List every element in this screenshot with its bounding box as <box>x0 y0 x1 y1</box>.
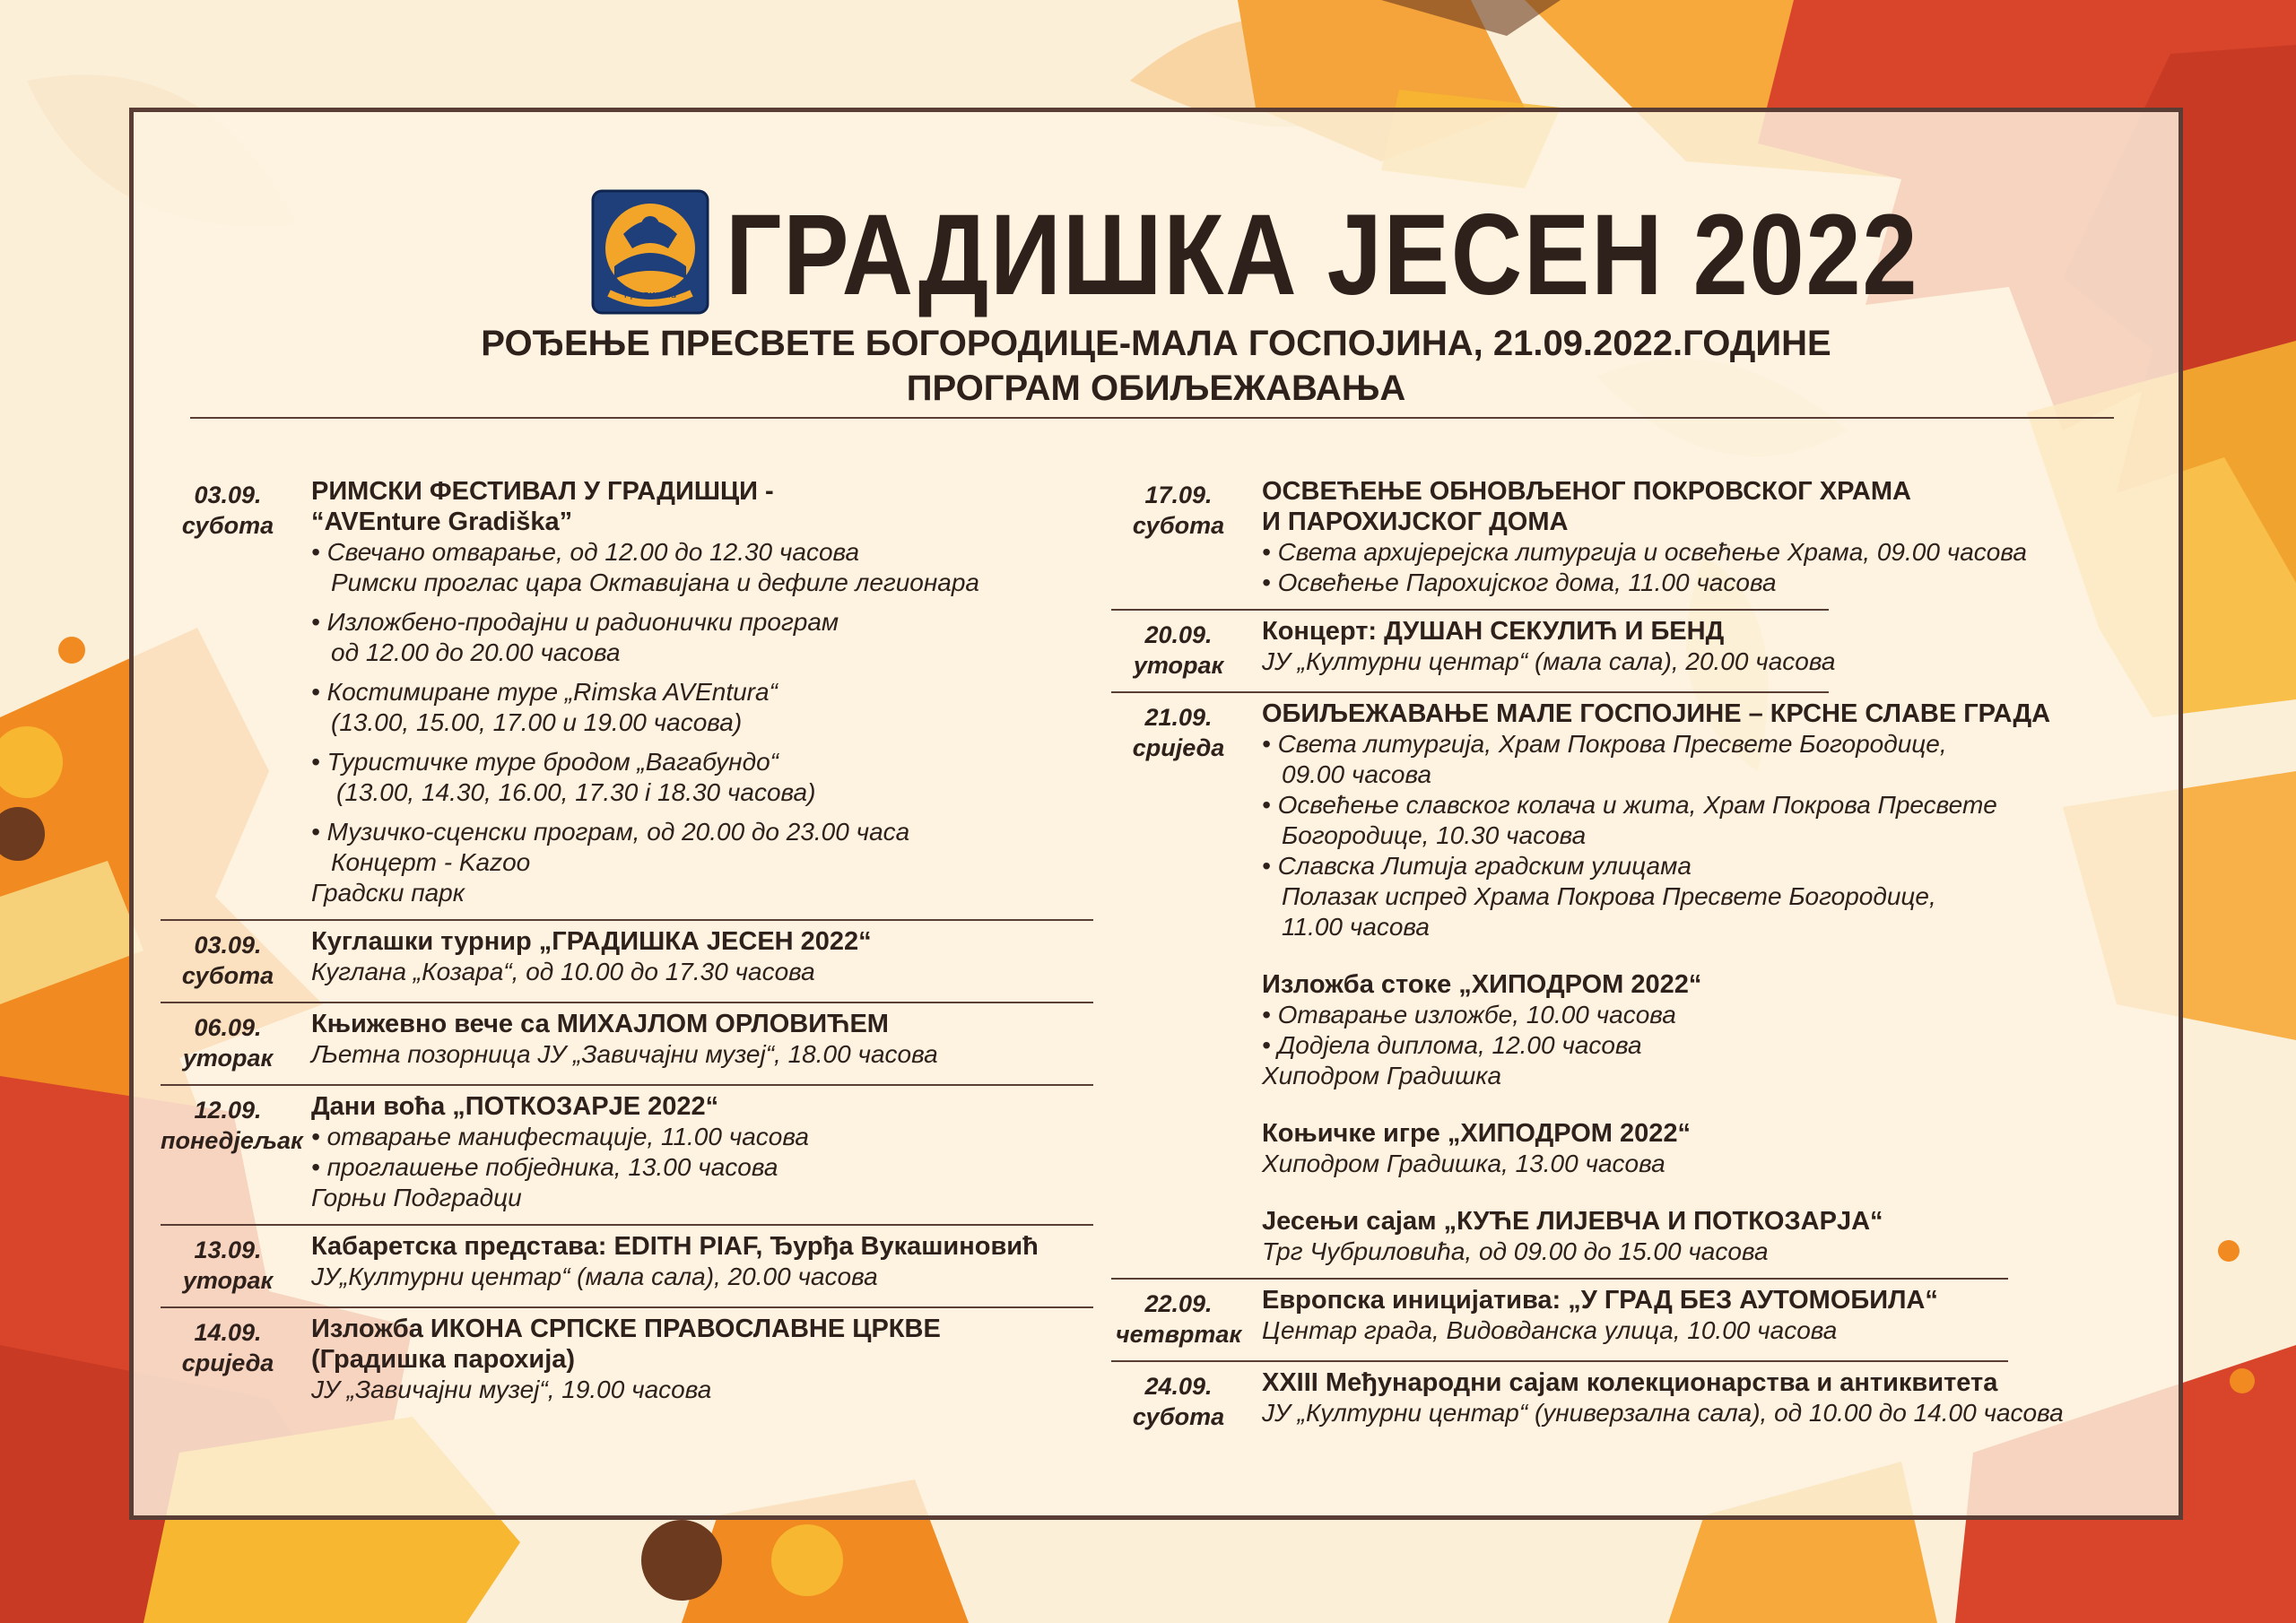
event-body <box>1246 616 1835 681</box>
event-line: ЈУ „Културни центар“ (универзална сала), од 10.00 до 14.00 часова <box>1262 1399 2064 1427</box>
event-cabaret <box>161 1224 1093 1306</box>
day-text: понедјељак <box>161 1127 303 1154</box>
event-date <box>1111 616 1246 681</box>
event-mala-gospojina <box>1111 691 2051 1278</box>
event-line: Хиподром Градишка, 13.00 часова <box>1262 1150 1665 1177</box>
day-text: субота <box>181 512 274 539</box>
date-text: 17.09. <box>1144 482 1213 508</box>
event-line: • Костимиране туре „Rimska AVEntura“ <box>311 678 778 706</box>
event-body <box>1246 476 2143 598</box>
date-text: 24.09. <box>1144 1373 1213 1400</box>
event-bowling <box>161 919 1093 1002</box>
date-text: 12.09. <box>194 1097 262 1124</box>
event-body <box>295 1009 1093 1073</box>
sub-event-autumn-fair <box>1262 1206 2050 1267</box>
header-divider <box>190 417 2114 419</box>
event-roman-festival <box>161 471 1093 919</box>
event-line: (13.00, 15.00, 17.00 и 19.00 часова) <box>331 708 743 736</box>
event-title: Јесењи сајам „КУЋЕ ЛИЈЕВЧА И ПОТКОЗАРЈА“ <box>1262 1207 1883 1236</box>
event-title: Куглашки турнир „ГРАДИШКА ЈЕСЕН 2022“ <box>311 927 872 956</box>
sub-event-livestock <box>1262 969 2050 1091</box>
right-column <box>1111 471 2143 1443</box>
event-location: Хиподром Градишка <box>1262 1062 1502 1089</box>
event-car-free <box>1111 1278 2008 1360</box>
event-line: • Музичко-сценски програм, од 20.00 до 23.00 часа <box>311 818 910 846</box>
page-title: ГРАДИШКА ЈЕСЕН 2022 <box>726 191 1919 319</box>
left-column <box>161 471 1093 1416</box>
event-line: Богородице, 10.30 часова <box>1282 821 1587 849</box>
event-line: • Додјела диплома, 12.00 часова <box>1262 1031 1642 1059</box>
event-line: ЈУ„Културни центар“ (мала сала), 20.00 часова <box>311 1263 878 1290</box>
event-line: ЈУ „Културни центар“ (мала сала), 20.00 часова <box>1262 647 1836 675</box>
event-line: Трг Чубриловића, од 09.00 до 15.00 часова <box>1262 1237 1769 1265</box>
event-body <box>1246 699 2050 1267</box>
event-line: • Туристичке туре бродом „Вагабундо“ <box>311 748 778 776</box>
event-date <box>161 926 295 991</box>
event-title-2: (Градишка парохија) <box>311 1345 576 1374</box>
day-text: субота <box>181 962 274 989</box>
day-text: уторак <box>182 1045 274 1072</box>
event-body <box>295 476 1093 908</box>
event-line: 11.00 часова <box>1282 913 1430 941</box>
event-line: од 12.00 до 20.00 часова <box>331 638 621 666</box>
event-line: Римски проглас цара Октавијана и дефиле легионара <box>331 568 979 596</box>
event-body <box>295 926 1093 991</box>
day-text: уторак <box>1133 652 1224 679</box>
logo-text: Градишка <box>623 289 677 300</box>
day-text: субота <box>1132 512 1225 539</box>
event-date <box>1111 1367 1246 1432</box>
event-line: Центар града, Видовданска улица, 10.00 часова <box>1262 1316 1838 1344</box>
event-date <box>1111 699 1246 1267</box>
event-title: Кабаретска представа: EDITH PIAF, Ђурђа Вукашиновић <box>311 1232 1039 1261</box>
event-title: Изложба ИКОНА СРПСКЕ ПРАВОСЛАВНЕ ЦРКВЕ <box>311 1315 941 1343</box>
event-date <box>161 1231 295 1296</box>
date-text: 03.09. <box>194 932 262 959</box>
event-line: Полазак испред Храма Покрова Пресвете Богородице, <box>1282 882 1936 910</box>
date-text: 22.09. <box>1144 1290 1213 1317</box>
event-title: XXIII Међународни сајам колекционарства и антиквитета <box>1262 1368 1998 1397</box>
event-line: (13.00, 14.30, 16.00, 17.30 i 18.30 часова) <box>336 778 816 806</box>
event-title: Коњичке игре „ХИПОДРОМ 2022“ <box>1262 1119 1691 1148</box>
event-title: ОСВЕЋЕЊЕ ОБНОВЉЕНОГ ПОКРОВСКОГ ХРАМА <box>1262 477 1911 506</box>
event-location: Градски парк <box>311 879 465 907</box>
event-title: Изложба стоке „ХИПОДРОМ 2022“ <box>1262 970 1702 999</box>
date-text: 20.09. <box>1144 621 1213 648</box>
event-line: • Освећење славског колача и жита, Храм Покрова Пресвете <box>1262 791 1997 819</box>
event-date <box>161 1091 303 1213</box>
date-text: 21.09. <box>1144 704 1213 731</box>
event-line: 09.00 часова <box>1282 760 1432 788</box>
event-date <box>1111 476 1246 598</box>
sub-event-horse-games <box>1262 1118 2050 1179</box>
event-body <box>295 1231 1093 1296</box>
event-line: • Свечано отварање, од 12.00 до 12.30 часова <box>311 538 860 566</box>
event-line: • проглашење побједника, 13.00 часова <box>311 1153 778 1181</box>
event-line: Куглана „Козара“, од 10.00 до 17.30 часова <box>311 958 815 985</box>
day-text: уторак <box>182 1267 274 1294</box>
subtitle: РОЂЕЊЕ ПРЕСВЕТЕ БОГОРОДИЦЕ-МАЛА ГОСПОЈИНА, 21.09.2022.ГОДИНЕ <box>481 324 1831 363</box>
event-line: • Света архијерејска литургија и освећење Храма, 09.00 часова <box>1262 538 2027 566</box>
day-text: сриједа <box>181 1350 274 1376</box>
event-line: ЈУ „Завичајни музеј“, 19.00 часова <box>311 1376 712 1403</box>
date-text: 14.09. <box>194 1319 262 1346</box>
event-line: • Изложбено-продајни и радионички програм <box>311 608 839 636</box>
event-date <box>1111 1285 1246 1350</box>
event-icon-exhibition <box>161 1306 1093 1416</box>
day-text: субота <box>1132 1403 1225 1430</box>
date-text: 13.09. <box>194 1237 262 1263</box>
event-collectors-fair <box>1111 1360 2064 1443</box>
event-line: • Славска Литија градским улицама <box>1262 852 1692 880</box>
gradiska-coat-of-arms-logo <box>591 189 709 315</box>
event-body <box>295 1314 1093 1405</box>
event-date <box>161 1009 295 1073</box>
event-title: Концерт: ДУШАН СЕКУЛИЋ И БЕНД <box>1262 617 1725 646</box>
event-line: • отварање манифестације, 11.00 часова <box>311 1123 809 1150</box>
event-title: Европска иницијатива: „У ГРАД БЕЗ АУТОМОБИЛА“ <box>1262 1286 1938 1315</box>
event-body <box>295 1091 1093 1213</box>
day-text: сриједа <box>1132 734 1225 761</box>
event-line: • Отварање изложбе, 10.00 часова <box>1262 1001 1676 1028</box>
date-text: 03.09. <box>194 482 262 508</box>
program-panel <box>129 108 2183 1520</box>
event-literary-evening <box>161 1002 1093 1084</box>
event-body <box>1246 1285 2008 1350</box>
subtitle-program: ПРОГРАМ ОБИЉЕЖАВАЊА <box>906 369 1406 408</box>
event-title: РИМСКИ ФЕСТИВАЛ У ГРАДИШЦИ - <box>311 477 774 506</box>
event-title: Књижевно вече са МИХАЈЛОМ ОРЛОВИЋЕМ <box>311 1010 889 1038</box>
event-title: Дани воћа „ПОТКОЗАРЈЕ 2022“ <box>311 1092 719 1121</box>
event-body <box>1246 1367 2064 1432</box>
event-line: Концерт - Kazoo <box>331 848 531 876</box>
event-line: Љетна позорница ЈУ „Завичајни музеј“, 18.00 часова <box>311 1040 938 1068</box>
event-line: • Света литургија, Храм Покрова Пресвете Богородице, <box>1262 730 1947 758</box>
event-line: • Освећење Парохијског дома, 11.00 часова <box>1262 568 1777 596</box>
event-location: Горњи Подградци <box>311 1184 522 1211</box>
event-church-consecration <box>1111 471 2143 609</box>
event-concert <box>1111 609 1836 691</box>
header <box>134 146 2179 487</box>
event-fruit-days <box>161 1084 1093 1224</box>
day-text: четвртак <box>1115 1321 1242 1348</box>
event-title-2: “AVEnture Gradiška” <box>311 508 573 536</box>
event-date <box>161 1314 295 1405</box>
date-text: 06.09. <box>194 1014 262 1041</box>
event-title: ОБИЉЕЖАВАЊЕ МАЛЕ ГОСПОЈИНЕ – КРСНЕ СЛАВЕ ГРАДА <box>1262 699 2051 728</box>
event-title-2: И ПАРОХИЈСКОГ ДОМА <box>1262 508 1569 536</box>
event-date <box>161 476 295 908</box>
